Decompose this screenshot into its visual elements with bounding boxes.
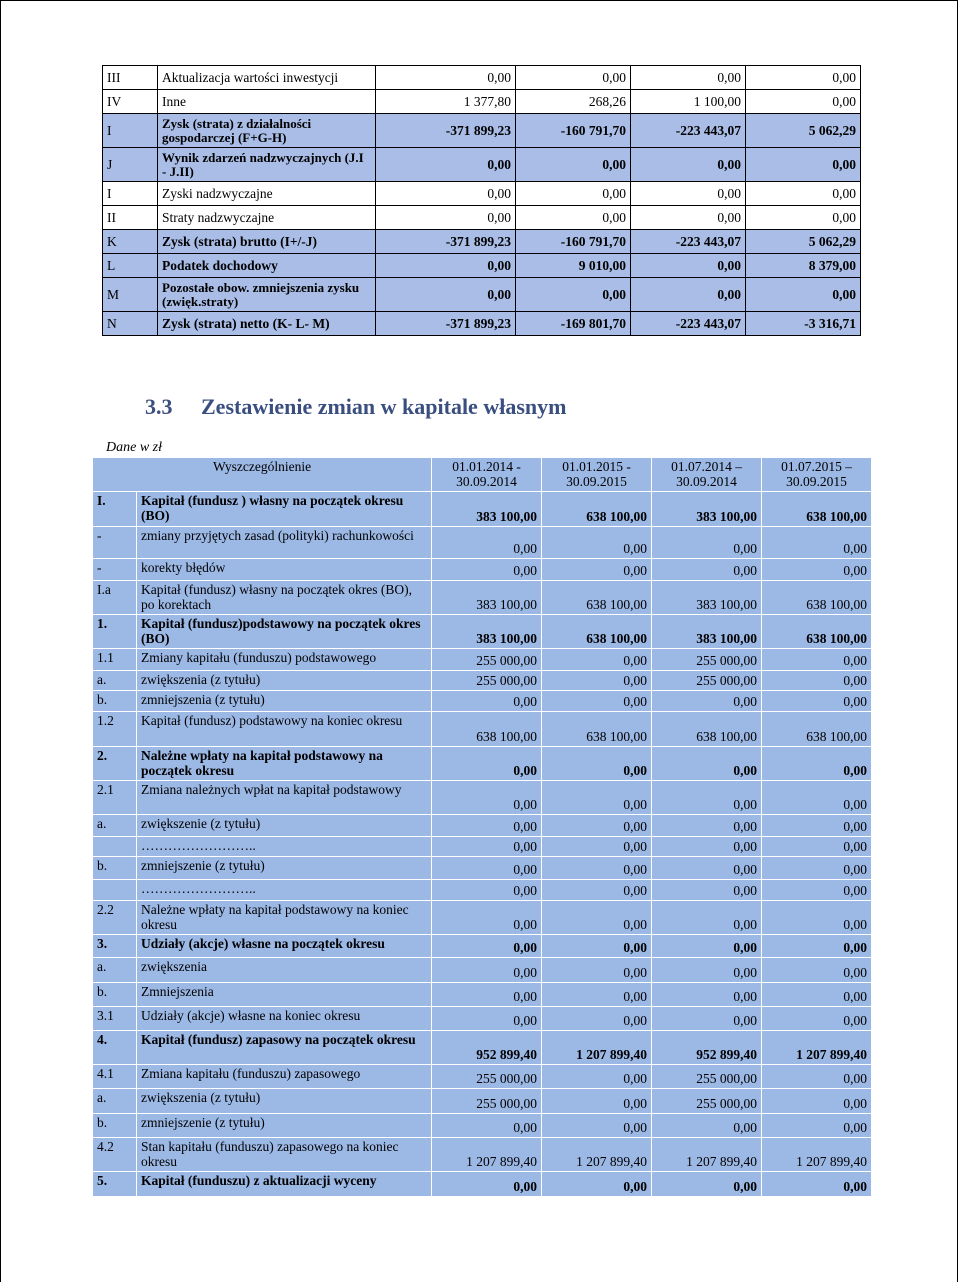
- income-row: [103, 206, 861, 230]
- row-value: 0,00: [762, 1065, 872, 1089]
- row-value: 0,00: [652, 1172, 762, 1197]
- row-value: 0,00: [652, 857, 762, 880]
- row-id: a.: [93, 958, 137, 983]
- row-value: 0,00: [746, 206, 861, 230]
- row-value: 0,00: [432, 935, 542, 958]
- row-id: 1.: [93, 615, 137, 649]
- row-value: 0,00: [762, 958, 872, 983]
- row-value: 0,00: [432, 1007, 542, 1031]
- row-label: zmniejszenia (z tytułu): [137, 691, 432, 712]
- row-value: 0,00: [762, 747, 872, 781]
- row-value: 383 100,00: [652, 615, 762, 649]
- row-value: 0,00: [432, 781, 542, 815]
- row-value: 383 100,00: [652, 581, 762, 615]
- row-value: 0,00: [652, 1007, 762, 1031]
- row-value: 268,26: [516, 90, 631, 114]
- row-value: 255 000,00: [432, 1065, 542, 1089]
- row-value: 0,00: [631, 206, 746, 230]
- row-id: [93, 837, 137, 857]
- equity-row: [93, 880, 872, 901]
- row-id: 4.2: [93, 1138, 137, 1172]
- equity-row: [93, 1172, 872, 1197]
- row-value: 0,00: [542, 1065, 652, 1089]
- row-id: 4.1: [93, 1065, 137, 1089]
- row-value: 0,00: [542, 857, 652, 880]
- row-id: b.: [93, 983, 137, 1007]
- income-row: [103, 90, 861, 114]
- row-value: 0,00: [376, 254, 516, 278]
- row-id: b.: [93, 691, 137, 712]
- row-value: 0,00: [652, 935, 762, 958]
- row-value: 0,00: [762, 1172, 872, 1197]
- row-value: 0,00: [432, 1114, 542, 1138]
- income-row: [103, 182, 861, 206]
- row-value: 0,00: [746, 278, 861, 312]
- row-label: Stan kapitału (funduszu) zapasowego na koniec okresu: [137, 1138, 432, 1172]
- row-label: Zmniejszenia: [137, 983, 432, 1007]
- row-id: -: [93, 527, 137, 559]
- row-value: 0,00: [762, 691, 872, 712]
- equity-row: [93, 615, 872, 649]
- row-id: III: [103, 66, 158, 90]
- row-label: korekty błędów: [137, 559, 432, 581]
- row-value: 0,00: [652, 527, 762, 559]
- row-label: Inne: [158, 90, 376, 114]
- row-value: 638 100,00: [542, 492, 652, 527]
- row-value: -223 443,07: [631, 312, 746, 336]
- row-value: 0,00: [762, 649, 872, 671]
- row-value: 0,00: [432, 691, 542, 712]
- equity-row: [93, 857, 872, 880]
- equity-row: [93, 935, 872, 958]
- row-value: 1 377,80: [376, 90, 516, 114]
- row-value: 0,00: [652, 815, 762, 837]
- row-id: I.a: [93, 581, 137, 615]
- row-id: 3.: [93, 935, 137, 958]
- section-title: Zestawienie zmian w kapitale własnym: [201, 394, 567, 419]
- row-id: a.: [93, 671, 137, 691]
- income-row: [103, 66, 861, 90]
- row-value: 0,00: [516, 206, 631, 230]
- row-id: I.: [93, 492, 137, 527]
- row-value: 0,00: [542, 671, 652, 691]
- row-value: 638 100,00: [762, 615, 872, 649]
- equity-row: [93, 1089, 872, 1114]
- page-border-right: [957, 0, 958, 1282]
- row-value: 0,00: [762, 1007, 872, 1031]
- row-label: Kapitał (funduszu) z aktualizacji wyceny: [137, 1172, 432, 1197]
- row-value: 0,00: [516, 278, 631, 312]
- row-label: zwiększenie (z tytułu): [137, 815, 432, 837]
- row-value: 0,00: [652, 880, 762, 901]
- row-label: zmniejszenie (z tytułu): [137, 1114, 432, 1138]
- row-value: 1 207 899,40: [542, 1031, 652, 1065]
- row-value: 0,00: [516, 66, 631, 90]
- row-label: zwiększenia (z tytułu): [137, 671, 432, 691]
- equity-row: [93, 901, 872, 935]
- equity-row: [93, 983, 872, 1007]
- row-id: I: [103, 182, 158, 206]
- row-value: 0,00: [432, 837, 542, 857]
- row-value: 0,00: [746, 66, 861, 90]
- row-value: 1 207 899,40: [762, 1031, 872, 1065]
- row-label: Straty nadzwyczajne: [158, 206, 376, 230]
- row-value: 0,00: [652, 691, 762, 712]
- row-id: a.: [93, 1089, 137, 1114]
- row-value: 0,00: [542, 983, 652, 1007]
- row-id: 5.: [93, 1172, 137, 1197]
- row-value: 952 899,40: [432, 1031, 542, 1065]
- row-value: -169 801,70: [516, 312, 631, 336]
- equity-row: [93, 581, 872, 615]
- row-value: 638 100,00: [542, 581, 652, 615]
- income-row: [103, 230, 861, 254]
- row-value: 0,00: [762, 527, 872, 559]
- equity-changes-table: [92, 457, 872, 1197]
- row-value: 383 100,00: [652, 492, 762, 527]
- row-value: 0,00: [652, 1114, 762, 1138]
- equity-row: [93, 691, 872, 712]
- row-label: zwiększenia: [137, 958, 432, 983]
- row-label: Zmiany kapitału (funduszu) podstawowego: [137, 649, 432, 671]
- row-value: 0,00: [762, 671, 872, 691]
- income-row: [103, 278, 861, 312]
- row-label: Wynik zdarzeń nadzwyczajnych (J.I - J.II): [158, 148, 376, 182]
- equity-row: [93, 781, 872, 815]
- row-value: 255 000,00: [652, 671, 762, 691]
- header-period: 01.07.2014 – 30.09.2014: [652, 458, 762, 492]
- equity-row: [93, 747, 872, 781]
- equity-row: [93, 1114, 872, 1138]
- row-id: a.: [93, 815, 137, 837]
- header-period: 01.01.2015 - 30.09.2015: [542, 458, 652, 492]
- row-id: b.: [93, 857, 137, 880]
- row-value: 0,00: [542, 781, 652, 815]
- row-value: 0,00: [652, 747, 762, 781]
- row-value: 0,00: [432, 1172, 542, 1197]
- row-value: 0,00: [432, 983, 542, 1007]
- equity-row: [93, 1065, 872, 1089]
- equity-row: [93, 1007, 872, 1031]
- equity-row: [93, 815, 872, 837]
- row-value: 0,00: [432, 857, 542, 880]
- row-label: Kapitał (fundusz) podstawowy na koniec okresu: [137, 712, 432, 747]
- equity-row: [93, 837, 872, 857]
- row-value: 0,00: [432, 880, 542, 901]
- row-value: 0,00: [432, 901, 542, 935]
- income-row: [103, 114, 861, 148]
- row-label: zmniejszenie (z tytułu): [137, 857, 432, 880]
- row-value: 0,00: [746, 182, 861, 206]
- row-value: 0,00: [762, 983, 872, 1007]
- row-value: 0,00: [432, 559, 542, 581]
- row-value: -223 443,07: [631, 114, 746, 148]
- row-value: 255 000,00: [432, 1089, 542, 1114]
- row-value: 383 100,00: [432, 581, 542, 615]
- row-label: Zmiana kapitału (funduszu) zapasowego: [137, 1065, 432, 1089]
- row-value: 0,00: [542, 1007, 652, 1031]
- row-value: 0,00: [542, 747, 652, 781]
- header-period: 01.07.2015 – 30.09.2015: [762, 458, 872, 492]
- row-value: 5 062,29: [746, 114, 861, 148]
- row-id: 3.1: [93, 1007, 137, 1031]
- row-id: [93, 880, 137, 901]
- row-value: 0,00: [542, 901, 652, 935]
- row-value: 0,00: [432, 747, 542, 781]
- row-label: Zyski nadzwyczajne: [158, 182, 376, 206]
- row-label: Kapitał (fundusz ) własny na początek okresu (BO): [137, 492, 432, 527]
- row-value: 1 207 899,40: [762, 1138, 872, 1172]
- row-value: -371 899,23: [376, 312, 516, 336]
- row-label: Kapitał (fundusz) zapasowy na początek okresu: [137, 1031, 432, 1065]
- row-value: 0,00: [542, 1114, 652, 1138]
- equity-row: [93, 492, 872, 527]
- row-label: Zysk (strata) z działalności gospodarczej (F+G-H): [158, 114, 376, 148]
- row-value: 1 100,00: [631, 90, 746, 114]
- row-value: 0,00: [376, 278, 516, 312]
- row-value: 0,00: [542, 815, 652, 837]
- row-value: 0,00: [516, 182, 631, 206]
- row-value: 638 100,00: [762, 492, 872, 527]
- equity-row: [93, 712, 872, 747]
- row-value: 0,00: [631, 182, 746, 206]
- row-label: Aktualizacja wartości inwestycji: [158, 66, 376, 90]
- row-value: 0,00: [542, 527, 652, 559]
- row-value: 0,00: [652, 901, 762, 935]
- row-value: 0,00: [542, 1089, 652, 1114]
- row-label: Należne wpłaty na kapitał podstawowy na początek okresu: [137, 747, 432, 781]
- row-label: Udziały (akcje) własne na początek okresu: [137, 935, 432, 958]
- row-label: ……………………..: [137, 837, 432, 857]
- row-label: Zysk (strata) netto (K- L- M): [158, 312, 376, 336]
- row-value: 0,00: [542, 958, 652, 983]
- row-value: 0,00: [652, 781, 762, 815]
- row-value: 0,00: [542, 880, 652, 901]
- row-value: 255 000,00: [432, 649, 542, 671]
- row-value: 0,00: [542, 935, 652, 958]
- row-value: 0,00: [516, 148, 631, 182]
- section-number: 3.3: [145, 394, 173, 419]
- income-row: [103, 312, 861, 336]
- row-id: J: [103, 148, 158, 182]
- row-id: 1.1: [93, 649, 137, 671]
- row-id: -: [93, 559, 137, 581]
- header-label: Wyszczególnienie: [93, 458, 432, 492]
- row-id: 2.: [93, 747, 137, 781]
- row-value: 0,00: [762, 837, 872, 857]
- row-value: 0,00: [652, 958, 762, 983]
- row-id: b.: [93, 1114, 137, 1138]
- row-value: 0,00: [542, 559, 652, 581]
- unit-note: Dane w zł: [106, 440, 162, 455]
- equity-row: [93, 559, 872, 581]
- row-id: M: [103, 278, 158, 312]
- row-id: N: [103, 312, 158, 336]
- row-label: Należne wpłaty na kapitał podstawowy na koniec okresu: [137, 901, 432, 935]
- row-value: 0,00: [542, 1172, 652, 1197]
- row-value: 638 100,00: [652, 712, 762, 747]
- row-label: ……………………..: [137, 880, 432, 901]
- row-value: 255 000,00: [652, 1089, 762, 1114]
- row-value: 638 100,00: [432, 712, 542, 747]
- row-id: 2.2: [93, 901, 137, 935]
- row-value: 0,00: [376, 182, 516, 206]
- row-value: 0,00: [746, 148, 861, 182]
- row-value: -160 791,70: [516, 230, 631, 254]
- row-id: IV: [103, 90, 158, 114]
- row-value: 0,00: [762, 935, 872, 958]
- section-heading: [145, 394, 566, 420]
- row-id: I: [103, 114, 158, 148]
- equity-row: [93, 958, 872, 983]
- row-value: 5 062,29: [746, 230, 861, 254]
- header-period: 01.01.2014 - 30.09.2014: [432, 458, 542, 492]
- row-value: 0,00: [762, 815, 872, 837]
- row-label: Kapitał (fundusz) własny na początek okres (BO), po korektach: [137, 581, 432, 615]
- row-value: 0,00: [762, 1089, 872, 1114]
- row-label: Podatek dochodowy: [158, 254, 376, 278]
- row-value: 952 899,40: [652, 1031, 762, 1065]
- row-value: 0,00: [762, 1114, 872, 1138]
- row-value: 383 100,00: [432, 615, 542, 649]
- row-value: 0,00: [762, 781, 872, 815]
- row-label: Pozostałe obow. zmniejszenia zysku (zwięk.straty): [158, 278, 376, 312]
- row-value: 1 207 899,40: [432, 1138, 542, 1172]
- row-value: 0,00: [631, 254, 746, 278]
- page-border-left: [0, 0, 1, 1282]
- row-value: 0,00: [376, 66, 516, 90]
- row-value: 0,00: [542, 837, 652, 857]
- row-value: 1 207 899,40: [652, 1138, 762, 1172]
- row-value: -160 791,70: [516, 114, 631, 148]
- row-value: 0,00: [432, 527, 542, 559]
- row-value: 638 100,00: [762, 712, 872, 747]
- equity-row: [93, 527, 872, 559]
- row-value: 638 100,00: [762, 581, 872, 615]
- income-row: [103, 148, 861, 182]
- row-id: L: [103, 254, 158, 278]
- row-value: -3 316,71: [746, 312, 861, 336]
- row-label: Kapitał (fundusz)podstawowy na początek okres (BO): [137, 615, 432, 649]
- row-value: 638 100,00: [542, 615, 652, 649]
- row-value: -223 443,07: [631, 230, 746, 254]
- row-value: 383 100,00: [432, 492, 542, 527]
- row-value: 1 207 899,40: [542, 1138, 652, 1172]
- row-value: 0,00: [542, 649, 652, 671]
- row-value: -371 899,23: [376, 230, 516, 254]
- row-value: 0,00: [652, 837, 762, 857]
- page-border-top: [0, 0, 958, 1]
- row-value: 0,00: [432, 815, 542, 837]
- row-label: Udziały (akcje) własne na koniec okresu: [137, 1007, 432, 1031]
- row-value: 0,00: [746, 90, 861, 114]
- equity-header-row: [93, 458, 872, 492]
- income-row: [103, 254, 861, 278]
- row-label: zmiany przyjętych zasad (polityki) rachunkowości: [137, 527, 432, 559]
- row-value: 0,00: [652, 559, 762, 581]
- row-value: 0,00: [762, 880, 872, 901]
- row-value: 638 100,00: [542, 712, 652, 747]
- row-value: 9 010,00: [516, 254, 631, 278]
- row-value: 0,00: [631, 278, 746, 312]
- row-value: 0,00: [631, 66, 746, 90]
- equity-row: [93, 649, 872, 671]
- row-value: 0,00: [762, 857, 872, 880]
- row-label: zwiększenia (z tytułu): [137, 1089, 432, 1114]
- row-value: 0,00: [762, 559, 872, 581]
- equity-row: [93, 1138, 872, 1172]
- row-label: Zmiana należnych wpłat na kapitał podstawowy: [137, 781, 432, 815]
- row-value: 8 379,00: [746, 254, 861, 278]
- row-label: Zysk (strata) brutto (I+/-J): [158, 230, 376, 254]
- row-value: 0,00: [376, 148, 516, 182]
- row-value: 0,00: [652, 983, 762, 1007]
- equity-row: [93, 671, 872, 691]
- row-value: 0,00: [542, 691, 652, 712]
- row-value: 255 000,00: [432, 671, 542, 691]
- row-value: 0,00: [432, 958, 542, 983]
- row-id: 1.2: [93, 712, 137, 747]
- row-id: II: [103, 206, 158, 230]
- income-statement-table: [102, 65, 861, 336]
- row-id: K: [103, 230, 158, 254]
- row-value: 0,00: [631, 148, 746, 182]
- row-value: -371 899,23: [376, 114, 516, 148]
- row-id: 4.: [93, 1031, 137, 1065]
- equity-row: [93, 1031, 872, 1065]
- row-value: 255 000,00: [652, 1065, 762, 1089]
- row-value: 0,00: [376, 206, 516, 230]
- row-value: 0,00: [762, 901, 872, 935]
- row-id: 2.1: [93, 781, 137, 815]
- row-value: 255 000,00: [652, 649, 762, 671]
